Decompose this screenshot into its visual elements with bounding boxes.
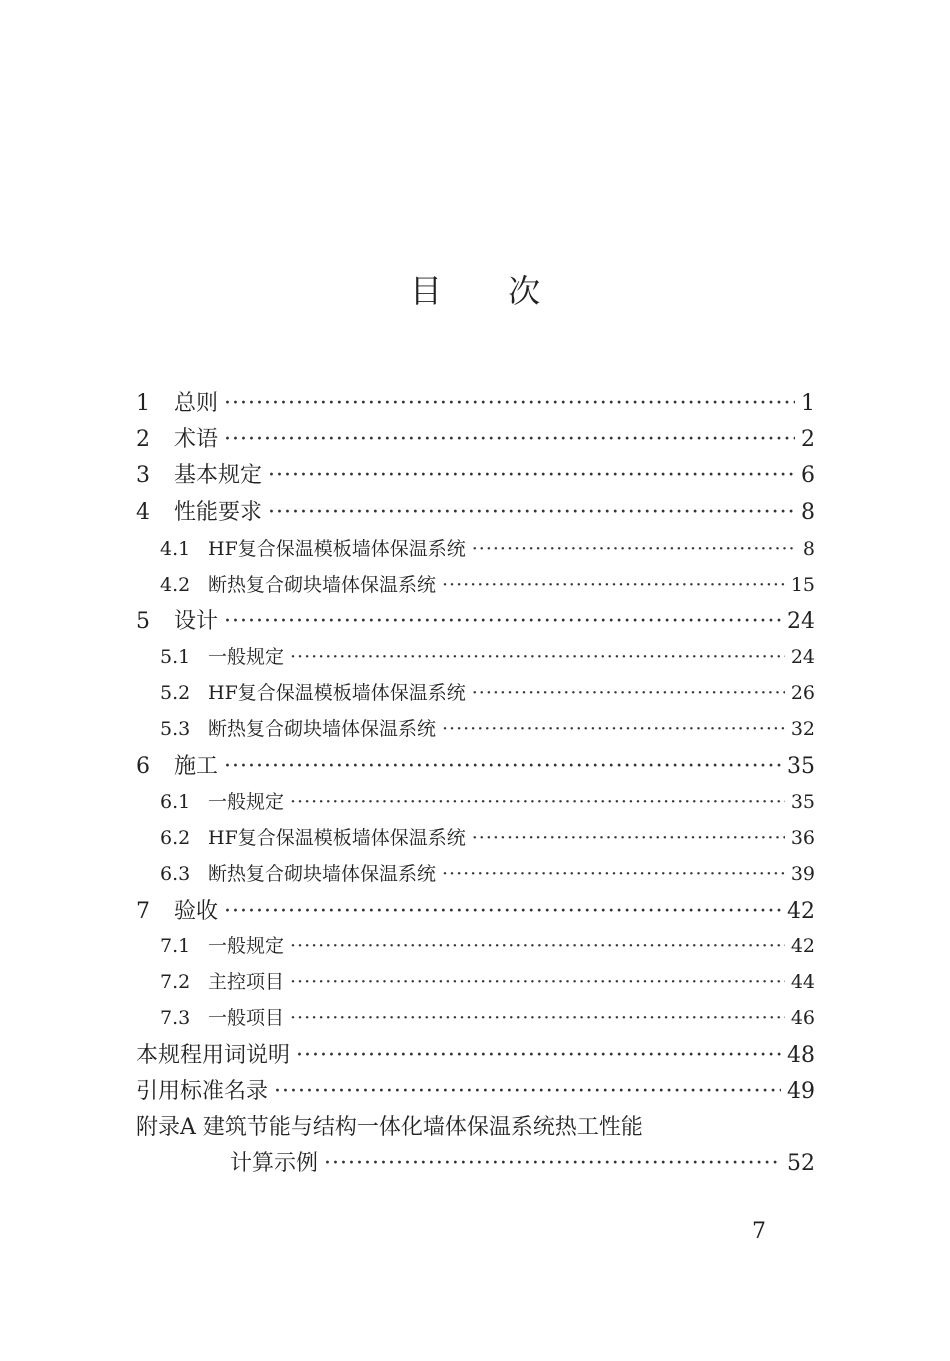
toc-entry-page: 42 — [790, 935, 815, 957]
dot-leader — [290, 646, 785, 668]
toc-entry-4-1[interactable] — [160, 534, 815, 561]
toc-entry-label: 一般规定 — [208, 646, 285, 668]
toc-entry-label: HF复合保温模板墙体保温系统 — [208, 827, 466, 849]
toc-entry-number: 4.1 — [160, 538, 191, 560]
dot-leader — [290, 971, 785, 993]
toc-entry-5-3[interactable] — [160, 714, 815, 741]
toc-entry-7-3[interactable] — [160, 1003, 815, 1030]
toc-entry-label: 计算示例 — [230, 1151, 319, 1176]
toc-entry-label: 断热复合砌块墙体保温系统 — [208, 574, 437, 596]
toc-entry-page: 32 — [790, 718, 815, 740]
toc-entry-6-2[interactable] — [160, 823, 815, 850]
toc-entry-appendix-a[interactable] — [136, 1110, 815, 1141]
toc-entry-6-1[interactable] — [160, 787, 815, 814]
dot-leader — [290, 1007, 785, 1029]
toc-entry-7-2[interactable] — [160, 967, 815, 994]
dot-leader — [274, 1079, 781, 1104]
toc-entry-page: 15 — [790, 574, 815, 596]
toc-entry-label: 术语 — [174, 427, 219, 452]
toc-entry-number: 4 — [136, 500, 150, 525]
toc-entry-page: 36 — [790, 827, 815, 849]
toc-entry-1[interactable] — [136, 386, 815, 417]
toc-entry-label: 断热复合砌块墙体保温系统 — [208, 718, 437, 740]
toc-entry-number: 2 — [136, 427, 150, 452]
dot-leader — [224, 391, 795, 416]
toc-entry-label: 验收 — [174, 899, 219, 924]
toc-entry-label: 主控项目 — [208, 971, 285, 993]
toc-entry-2[interactable] — [136, 422, 815, 453]
toc-entry-label: 一般规定 — [208, 791, 285, 813]
dot-leader — [224, 427, 795, 452]
toc-entry-3[interactable] — [136, 458, 815, 489]
toc-entry-appendix-a-cont[interactable] — [230, 1146, 815, 1177]
toc-entry-label: 设计 — [174, 609, 219, 634]
toc-entry-label: 施工 — [174, 754, 219, 779]
dot-leader — [290, 935, 785, 957]
dot-leader — [268, 500, 795, 525]
toc-entry-page: 52 — [787, 1151, 815, 1176]
toc-entry-label: 基本规定 — [174, 463, 263, 488]
dot-leader — [472, 538, 797, 560]
toc-entry-label: 断热复合砌块墙体保温系统 — [208, 863, 437, 885]
toc-entry-page: 2 — [801, 427, 815, 452]
toc-entry-page: 26 — [790, 682, 815, 704]
toc-entry-page: 35 — [787, 754, 815, 779]
toc-entry-label: 性能要求 — [174, 500, 263, 525]
dot-leader — [224, 754, 781, 779]
toc-entry-7-1[interactable] — [160, 931, 815, 958]
toc-entry-page: 8 — [801, 500, 815, 525]
toc-entry-page: 49 — [787, 1079, 815, 1104]
toc-entry-number: 7.1 — [160, 935, 191, 957]
toc-entry-number: 3 — [136, 463, 150, 488]
toc-entry-page: 44 — [790, 971, 815, 993]
toc-entry-number: 4.2 — [160, 574, 191, 596]
dot-leader — [224, 899, 781, 924]
toc-entry-number: 6.3 — [160, 863, 191, 885]
toc-entry-label: 引用标准名录 — [136, 1079, 269, 1104]
toc-entry-label: 一般项目 — [208, 1007, 285, 1029]
toc-entry-5-2[interactable] — [160, 678, 815, 705]
toc-entry-7[interactable] — [136, 894, 815, 925]
toc-entry-5-1[interactable] — [160, 642, 815, 669]
toc-entry-number: 5 — [136, 609, 150, 634]
toc-entry-page: 39 — [790, 863, 815, 885]
toc-entry-referenced-standards[interactable] — [136, 1074, 815, 1105]
toc-entry-label: 总则 — [174, 391, 219, 416]
toc-entry-6[interactable] — [136, 749, 815, 780]
toc-entry-4-2[interactable] — [160, 570, 815, 597]
toc-entry-number: 5.2 — [160, 682, 191, 704]
toc-entry-number: 7 — [136, 899, 150, 924]
dot-leader — [268, 463, 795, 488]
toc-entry-page: 35 — [790, 791, 815, 813]
toc-entry-number: 1 — [136, 391, 150, 416]
dot-leader — [224, 609, 781, 634]
toc-entry-page: 6 — [801, 463, 815, 488]
toc-entry-label: 一般规定 — [208, 935, 285, 957]
toc-entry-terms-explanation[interactable] — [136, 1038, 815, 1069]
toc-entry-label: 本规程用词说明 — [136, 1043, 291, 1068]
toc-entry-page: 42 — [787, 899, 815, 924]
toc-entry-number: 7.3 — [160, 1007, 191, 1029]
toc-entry-number: 6.2 — [160, 827, 191, 849]
dot-leader — [296, 1043, 781, 1068]
toc-entry-page: 48 — [787, 1043, 815, 1068]
toc-entry-label: HF复合保温模板墙体保温系统 — [208, 682, 466, 704]
dot-leader — [442, 574, 785, 596]
toc-entry-label: 附录A 建筑节能与结构一体化墙体保温系统热工性能 — [136, 1115, 643, 1140]
dot-leader — [472, 682, 785, 704]
toc-entry-5[interactable] — [136, 604, 815, 635]
toc-entry-number: 6.1 — [160, 791, 191, 813]
dot-leader — [324, 1151, 781, 1176]
toc-entry-number: 6 — [136, 754, 150, 779]
toc-title: 目 次 — [409, 272, 569, 310]
toc-entry-6-3[interactable] — [160, 859, 815, 886]
toc-entry-page: 24 — [790, 646, 815, 668]
toc-entry-page: 24 — [787, 609, 815, 634]
toc-entry-4[interactable] — [136, 495, 815, 526]
dot-leader — [442, 718, 785, 740]
toc-entry-number: 5.3 — [160, 718, 191, 740]
toc-entry-number: 7.2 — [160, 971, 191, 993]
toc-entry-label: HF复合保温模板墙体保温系统 — [208, 538, 466, 560]
toc-entry-page: 8 — [802, 538, 815, 560]
toc-entry-page: 1 — [801, 391, 815, 416]
page-number: 7 — [752, 1219, 766, 1244]
dot-leader — [442, 863, 785, 885]
dot-leader — [472, 827, 785, 849]
dot-leader — [290, 791, 785, 813]
toc-entry-number: 5.1 — [160, 646, 191, 668]
toc-entry-page: 46 — [790, 1007, 815, 1029]
